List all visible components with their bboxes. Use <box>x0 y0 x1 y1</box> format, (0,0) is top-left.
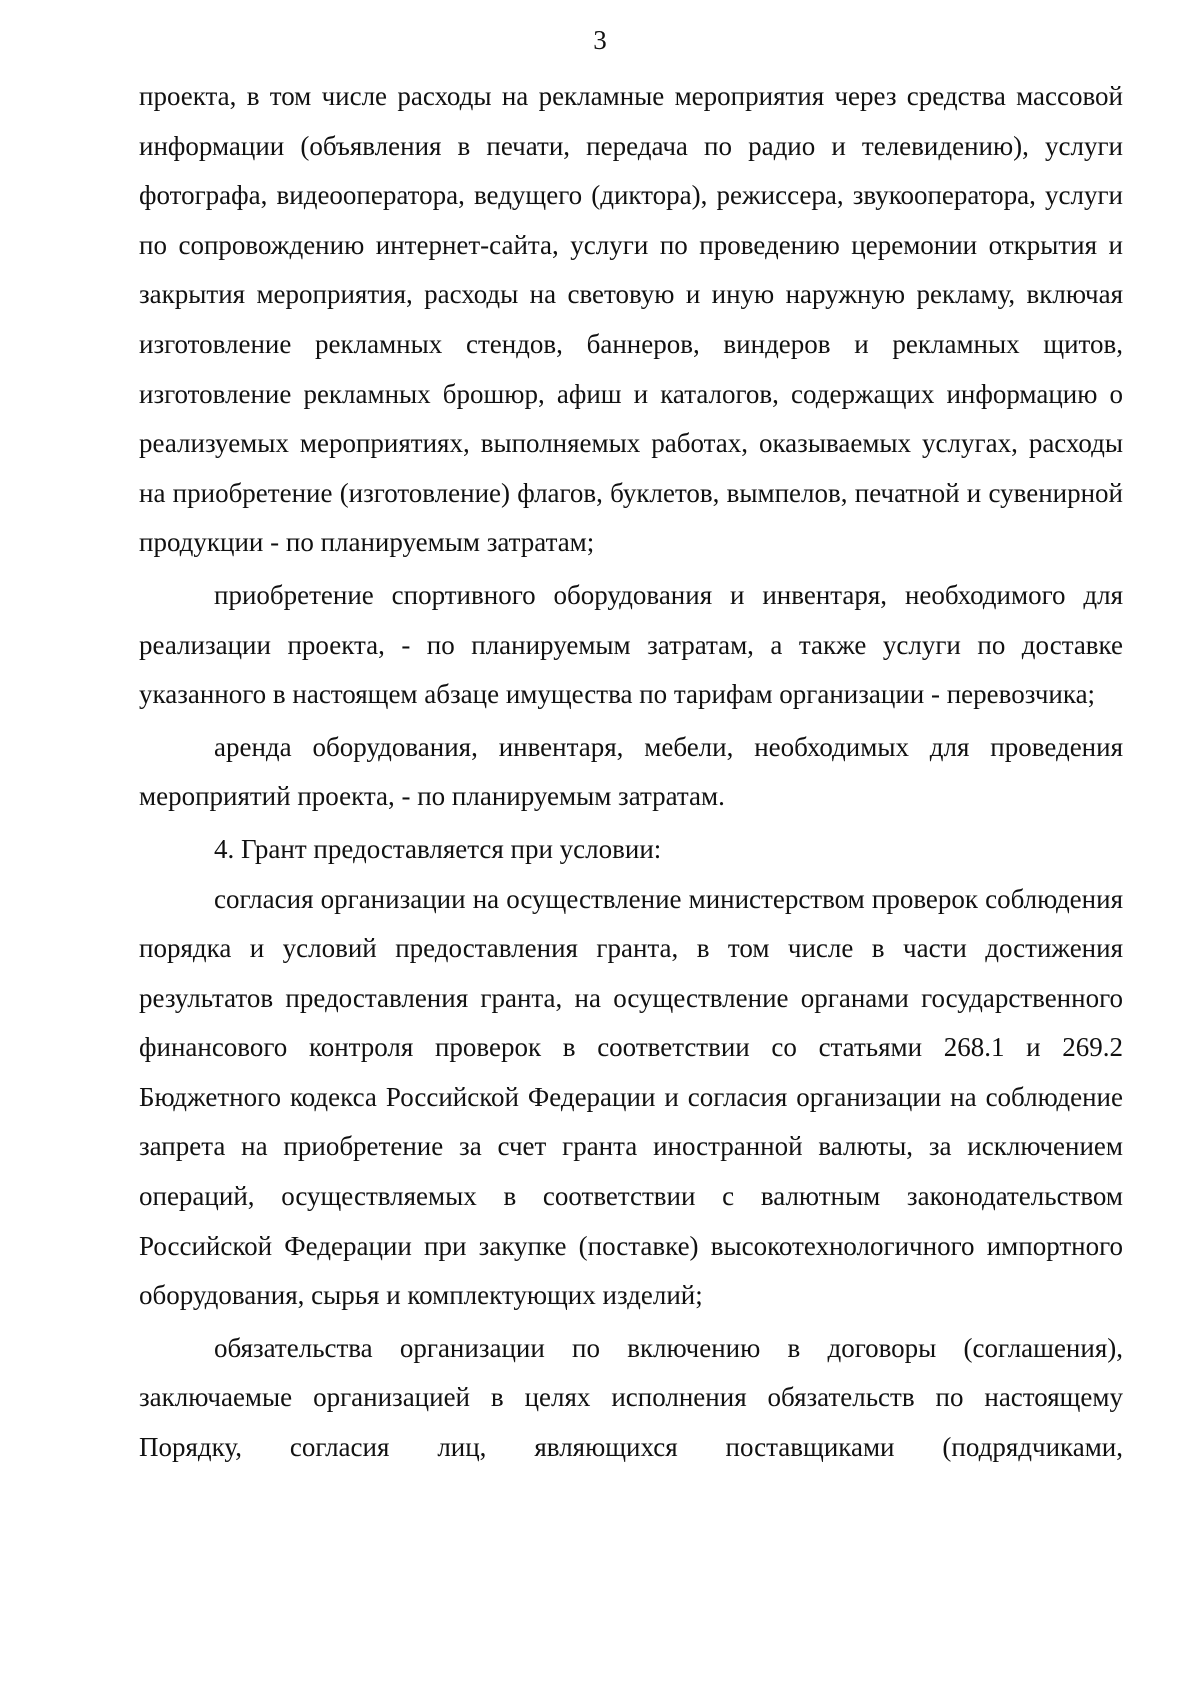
document-body <box>139 72 1123 1473</box>
page-number: 3 <box>593 25 607 55</box>
paragraph-equipment-rental: аренда оборудования, инвентаря, мебели, необходимых для проведения мероприятий проекта, - по планируемым затратам. <box>139 731 1123 812</box>
paragraph-sports-equipment: приобретение спортивного оборудования и инвентаря, необходимого для реализации проекта, - по планируемым затратам, а также услуги по доставке указанного в настоящем абзаце имущества по тарифам организации - перевозчика; <box>139 579 1123 710</box>
paragraph-grant-conditions-heading: 4. Грант предоставляется при условии: <box>214 833 662 864</box>
paragraph-contract-obligations: обязательства организации по включению в договоры (соглашения), заключаемые организацией в целях исполнения обязательств по настоящему Порядку, согласия лиц, являющихся поставщиками (подрядчиками, <box>139 1332 1123 1463</box>
paragraph-inspection-consent: согласия организации на осуществление министерством проверок соблюдения порядка и условий предоставления гранта, в том числе в части достижения результатов предоставления гранта, на осуществление органами государственного финансового контроля проверок в соответствии со статьями 268.1 и 269.2 Бюджетного кодекса Российской Федерации и согласия организации на соблюдение запрета на приобретение за счет гранта иностранной валюты, за исключением операций, осуществляемых в соответствии с валютным законодательством Российской Федерации при закупке (поставке) высокотехнологичного импортного оборудования, сырья и комплектующих изделий; <box>139 883 1123 1311</box>
paragraph-expenses-continuation: проекта, в том числе расходы на рекламные мероприятия через средства массовой информации (объявления в печати, передача по радио и телевидению), услуги фотографа, видеооператора, ведущего (диктора), режиссера, звукооператора, услуги по сопровождению интернет-сайта, услуги по проведению церемонии открытия и закрытия мероприятия, расходы на световую и иную наружную рекламу, включая изготовление рекламных стендов, баннеров, виндеров и рекламных щитов, изготовление рекламных брошюр, афиш и каталогов, содержащих информацию о реализуемых мероприятиях, выполняемых работах, оказываемых услугах, расходы на приобретение (изготовление) флагов, буклетов, вымпелов, печатной и сувенирной продукции - по планируемым затратам; <box>139 81 1123 558</box>
